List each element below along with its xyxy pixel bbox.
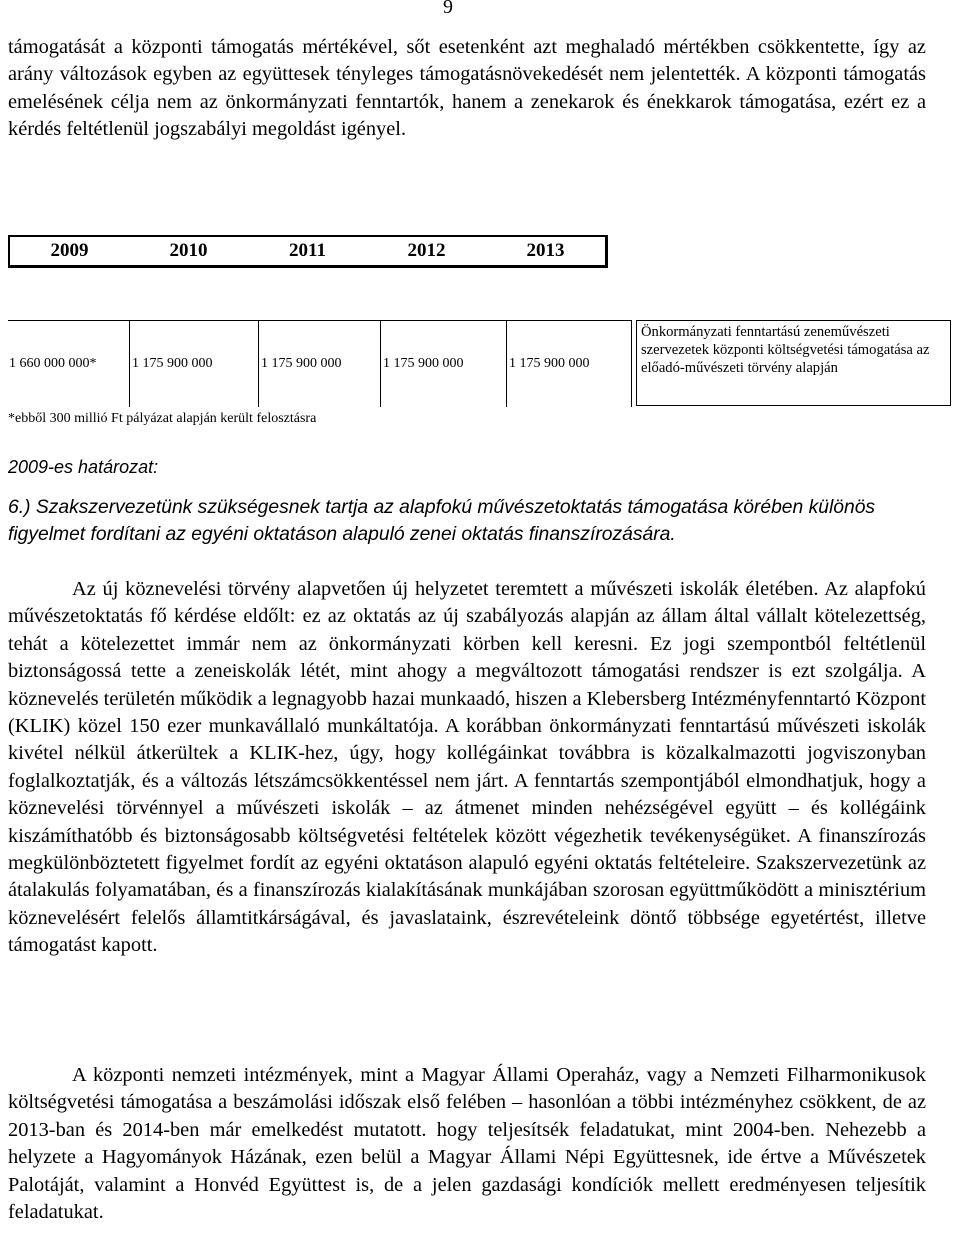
page-number: 9 [443, 0, 453, 18]
intro-paragraph: támogatását a központi támogatás mértékével, sőt esetenként azt meghaladó mértékben csökkentette, így az arány változások egyben az együttesek tényleges támogatásnövekedését nem jelentették. A központi támogatás emelésének célja nem az önkormányzati fenntartók, hanem a zenekarok és énekkarok támogatása, ezért ez a kérdés feltétlenül jogszabályi megoldást igényel. [8, 36, 926, 141]
resolution-title: 2009-es határozat: [8, 457, 159, 477]
amount-cell: 1 175 900 000 [258, 321, 380, 407]
amount-cell: 1 660 000 000* [9, 356, 97, 371]
year-cell: 2012 [407, 240, 446, 261]
table-note: Önkormányzati fenntartású zeneművészeti szervezetek központi költségvetési támogatása az előadó-művészeti törvény alapján [636, 320, 951, 406]
footnote: *ebből 300 millió Ft pályázat alapján került felosztásra [8, 411, 317, 426]
year-cell: 2011 [289, 240, 326, 261]
amount-table [8, 320, 632, 407]
year-cell: 2009 [50, 240, 89, 261]
resolution-text: 6.) Szakszervezetünk szükségesnek tartja az alapfokú művészetoktatás támogatása körében különös figyelmet fordítani az egyéni oktatáson alapuló zenei oktatás finanszírozására. [8, 497, 876, 546]
body-paragraph: Az új köznevelési törvény alapvetően új helyzetet teremtett a művészeti iskolák életében. Az alapfokú művészetoktatás fő kérdése eldőlt: ez az oktatás az új szabályozás alapján az állam által vállalt kötelezettség, tehát a kötelezettet immár nem az önkormányzati körben kell keresni. Ez jogi szempontból feltétlenül biztonságossá tette a zeneiskolák létét, mint ahogy a megváltozott támogatási rendszer is ezt szolgálja. A köznevelés területén működik a legnagyobb hazai munkaadó, hiszen a Klebersberg Intézményfenntartó Központ (KLIK) közel 150 ezer munkavállaló munkáltatója. A korábban önkormányzati fenntartású művészeti iskolák kivétel nélkül átkerültek a KLIK-hez, úgy, hogy kollégáinkat továbbra is közalkalmazotti jogviszonyban foglalkoztatják, és a változás létszámcsökkentéssel nem járt. A fenntartás szempontjából elmondhatjuk, hogy a köznevelési törvénnyel a művészeti iskolák – az átmenet minden nehézségével együtt – és kollégáink kiszámíthatóbb és biztonságosabb költségvetési feltételek között végezhetik tevékenységüket. A finanszírozás megkülönböztetett figyelmet fordít az egyéni oktatáson alapuló egyéni oktatás feltételeire. Szakszervezetünk az átalakulás folyamatában, és a finanszírozás kialakításának munkájában szorosan együttműködött a minisztérium köznevelésért felelős államtitkárságával, és javaslataink, észrevételeink döntő többsége egyetértést, illetve támogatást kapott. [8, 578, 927, 957]
year-cell: 2013 [526, 240, 565, 261]
years-header [8, 235, 608, 268]
year-cell: 2010 [169, 240, 208, 261]
amount-cell: 1 175 900 000 [380, 321, 506, 407]
body-paragraph: A központi nemzeti intézmények, mint a Magyar Állami Operaház, vagy a Nemzeti Filharmonikusok költségvetési támogatása a beszámolási időszak első felében – hasonlóan a többi intézményhez csökkent, de az 2013-ban és 2014-ben már emelkedést mutatott. hogy teljesítsék feladatukat, mint 2004-ben. Nehezebb a helyzete a Hagyományok Házának, ezen belül a Magyar Állami Népi Együttesnek, ide értve a Művészetek Palotáját, valamint a Honvéd Együttest is, de a jelen gazdasági kondíciók mellett eredményesen teljesítik feladatukat. [8, 1064, 926, 1224]
amount-cell: 1 175 900 000 [506, 321, 631, 407]
amount-cell: 1 175 900 000 [129, 321, 258, 407]
